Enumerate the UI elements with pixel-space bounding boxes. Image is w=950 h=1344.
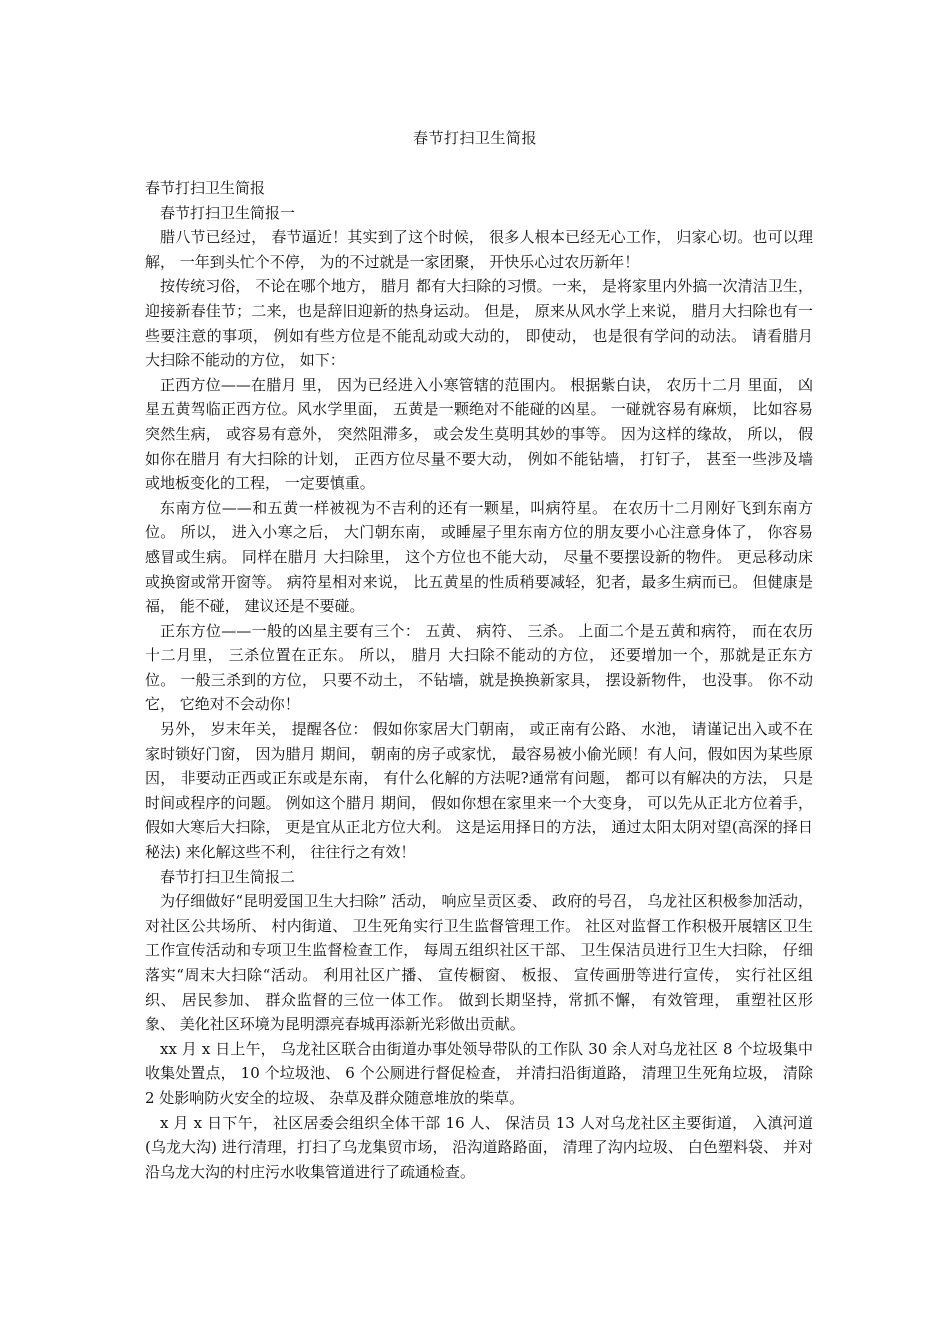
paragraph: 腊八节已经过， 春节逼近！其实到了这个时候， 很多人根本已经无心工作， 归家心切。也可以理解， 一年到头忙个不停， 为的不过就是一家团聚， 开快乐心过农历新年！ bbox=[145, 228, 813, 271]
document-body bbox=[145, 176, 813, 1184]
body-heading: 春节打扫卫生简报 bbox=[145, 179, 266, 197]
section-heading-2: 春节打扫卫生简报二 bbox=[160, 867, 296, 886]
paragraph: 按传统习俗， 不论在哪个地方， 腊月 都有大扫除的习惯。一来， 是将家里内外搞一次清洁卫生， 迎接新春佳节；二来，也是辞旧迎新的热身运动。 但是， 原来从风水学上来说， 腊月大扫除也有一些要注意的事项， 例如有些方位是不能乱动或大动的， 即使动， 也是很有学问的动法。 请看腊月 大扫除不能动的方位， 如下： bbox=[145, 277, 813, 370]
paragraph: x 月 x 日下午， 社区居委会组织全体干部 16 人、 保洁员 13 人对乌龙社区主要街道， 入滇河道(乌龙大沟) 进行清理，打扫了乌龙集贸市场， 沿沟道路路面， 清理了沟内垃圾、 白色塑料袋、 并对沿乌龙大沟的村庄污水收集管道进行了疏通检查。 bbox=[145, 1113, 813, 1181]
paragraph: 为仔细做好“昆明爱国卫生大扫除” 活动， 响应呈贡区委、 政府的号召， 乌龙社区积极参加活动， 对社区公共场所、 村内街道、 卫生死角实行卫生监督管理工作。 社区对监督工作积极开展辖区卫生工作宣传活动和专项卫生监督检查工作， 每周五组织社区干部、 卫生保洁员进行卫生大扫除， 仔细落实“周末大扫除“活动。 利用社区广播、 宣传橱窗、 板报、 宣传画册等进行宣传， 实行社区组织、 居民参加、 群众监督的三位一体工作。 做到长期坚持，常抓不懈， 有效管理， 重塑社区形象、 美化社区环境为昆明漂亮春城再添新光彩做出贡献。 bbox=[145, 892, 813, 1034]
document-title: 春节打扫卫生简报 bbox=[412, 129, 537, 147]
section-heading-1: 春节打扫卫生简报一 bbox=[160, 203, 296, 222]
paragraph: 正西方位——在腊月 里， 因为已经进入小寒管辖的范围内。 根据紫白诀， 农历十二月 里面， 凶星五黄驾临正西方位。风水学里面， 五黄是一颗绝对不能碰的凶星。 一碰就容易有麻烦， 比如容易突然生病， 或容易有意外， 突然阻滞多， 或会发生莫明其妙的事等。 因为这样的缘故， 所以， 假如你在腊月 有大扫除的计划， 正西方位尽量不要大动， 例如不能钻墙， 打钉子， 甚至一些涉及墙或地板变化的工程， 一定要慎重。 bbox=[145, 375, 813, 493]
paragraph: 东南方位——和五黄一样被视为不吉利的还有一颗星，叫病符星。 在农历十二月刚好飞到东南方位。 所以， 进入小寒之后， 大门朝东南， 或睡屋子里东南方位的朋友要小心注意身体了， 你容易感冒或生病。 同样在腊月 大扫除里， 这个方位也不能大动， 尽量不要摆设新的物件。 更忌移动床或换窗或常开窗等。 病符星相对来说， 比五黄星的性质稍要减轻，犯者，最多生病而已。 但健康是福， 能不碰， 建议还是不要碰。 bbox=[145, 498, 813, 616]
paragraph: 另外， 岁末年关， 提醒各位： 假如你家居大门朝南， 或正南有公路、 水池， 请谨记出入或不在家时锁好门窗， 因为腊月 期间， 朝南的房子或家忧， 最容易被小偷光顾！有人问，假如因为某些原因， 非要动正西或正东或是东南， 有什么化解的方法呢?通常有问题， 都可以有解决的方法， 只是时间或程序的问题。 例如这个腊月 期间， 假如你想在家里来一个大变身， 可以先从正北方位着手， 假如大寒后大扫除， 更是宜从正北方位大利。 这是运用择日的方法， 通过太阳太阴对望(高深的择日秘法) 来化解这些不利， 往往行之有效！ bbox=[145, 720, 813, 862]
paragraph: xx 月 x 日上午， 乌龙社区联合由街道办事处领导带队的工作队 30 余人对乌龙社区 8 个垃圾集中收集处置点， 10 个垃圾池、 6 个公厕进行督促检查， 并清扫沿街道路， 清理卫生死角垃圾， 清除 2 处影响防火安全的垃圾、 杂草及群众随意堆放的柴草。 bbox=[145, 1039, 813, 1107]
paragraph: 正东方位——一般的凶星主要有三个： 五黄、 病符、 三杀。 上面二个是五黄和病符， 而在农历十二月里， 三杀位置在正东。 所以， 腊月 大扫除不能动的方位， 还要增加一个，那就是正东方位。 一般三杀到的方位， 只要不动土， 不钻墙，就是换换新家具， 摆设新物件， 也没事。 你不动它， 它绝对不会动你！ bbox=[145, 621, 813, 714]
